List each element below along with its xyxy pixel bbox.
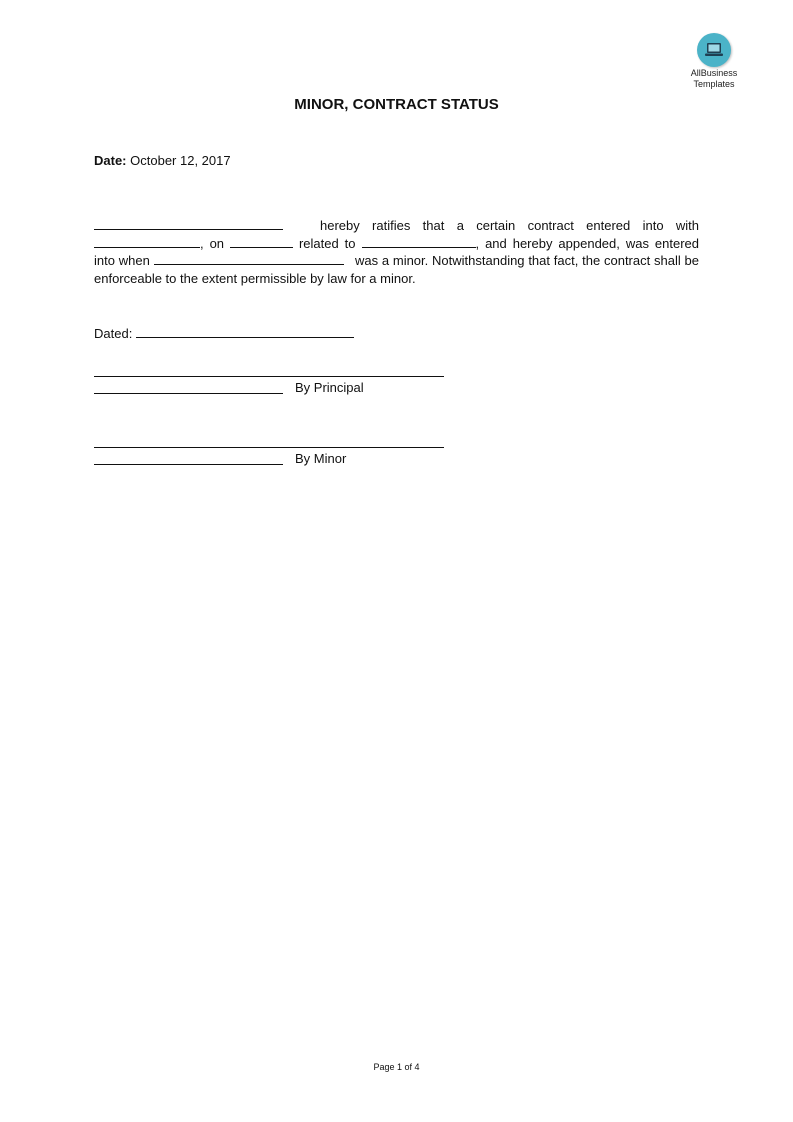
subject-blank[interactable] [362, 235, 476, 248]
principal-signature-line[interactable] [94, 376, 444, 377]
by-minor-label: By Minor [295, 451, 347, 466]
logo-line-1: AllBusiness [690, 68, 738, 78]
minor-signature-line[interactable] [94, 447, 444, 448]
date-value: October 12, 2017 [130, 153, 231, 168]
contract-date-blank[interactable] [230, 235, 293, 248]
logo-line-2: Templates [693, 79, 735, 89]
by-principal-label: By Principal [295, 380, 364, 395]
brand-logo [688, 33, 740, 89]
document-title: MINOR, CONTRACT STATUS [294, 96, 499, 113]
minor-name-blank[interactable] [154, 252, 344, 265]
party-blank[interactable] [94, 217, 283, 230]
date-label: Date: [94, 153, 127, 168]
laptop-icon [704, 42, 724, 58]
para-text-4: , and hereby appended, was entered into when [94, 235, 699, 268]
logo-badge [697, 33, 731, 67]
dated-blank[interactable] [136, 325, 354, 338]
date-line [94, 153, 231, 168]
counterparty-blank[interactable] [94, 235, 200, 248]
ratification-paragraph [94, 217, 699, 287]
para-text-1: hereby ratifies that a certain contract entered into with [319, 218, 699, 233]
dated-line [94, 325, 354, 341]
principal-name-line[interactable] [94, 393, 283, 394]
para-text-3: related to [298, 235, 356, 251]
para-text-5: was a minor. Notwithstanding that fact, the contract shall be enforceable to the extent permissible by law for a minor. [94, 253, 699, 286]
para-text-2: , on [200, 235, 225, 251]
dated-label: Dated: [94, 326, 133, 341]
minor-name-line[interactable] [94, 464, 283, 465]
page-number: Page 1 of 4 [373, 1062, 420, 1072]
